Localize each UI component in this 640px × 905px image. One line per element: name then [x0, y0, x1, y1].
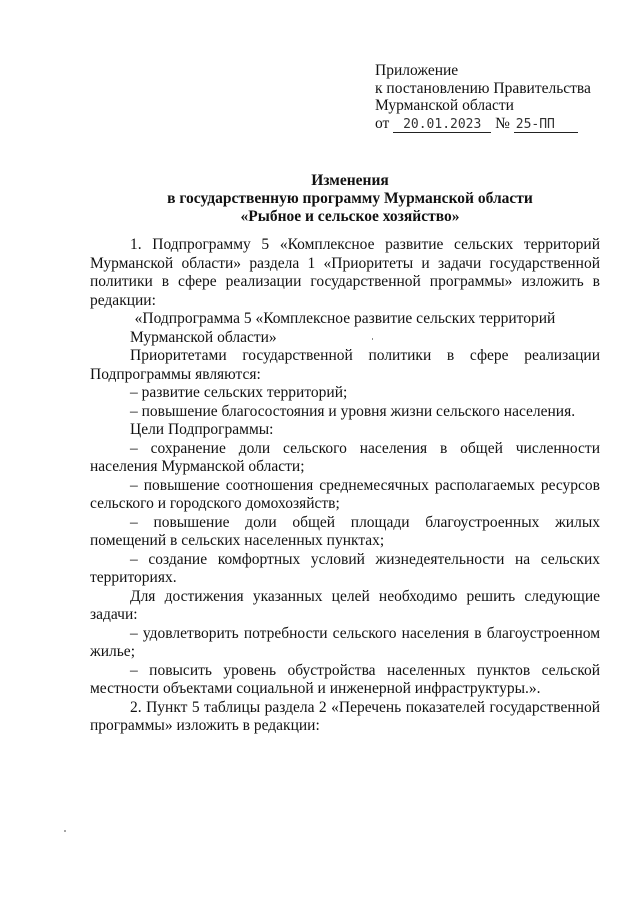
title-line-1: Изменения	[311, 172, 389, 189]
scan-artifact	[372, 338, 373, 340]
paragraph-1: 1. Подпрограмму 5 «Комплексное развитие сельских территорий Мурманской области» раздела 1 «Приоритеты и задачи государственной политики в сфере реализации государственной программы» изложить в редакции:	[90, 236, 600, 309]
appendix-line-3: Мурманской области	[375, 97, 514, 114]
date-value: 20.01.2023	[393, 118, 491, 133]
number-prefix: №	[495, 114, 510, 132]
subprogram-heading: «Подпрограмма 5 «Комплексное развитие сельских территорий Мурманской области»	[130, 310, 556, 346]
date-prefix: от	[375, 114, 390, 132]
paragraph-priorities: Приоритетами государственной политики в сфере реализации Подпрограммы являются:	[90, 347, 600, 383]
paragraph-tasks: Для достижения указанных целей необходимо решить следующие задачи:	[90, 587, 600, 623]
number-value: 25-ПП	[514, 118, 578, 133]
list-item-6: – создание комфортных условий жизнедеятельности на сельских территориях.	[90, 550, 600, 586]
appendix-date-line	[375, 115, 591, 133]
list-item-8: – повысить уровень обустройства населенных пунктов сельской местности объектами социальной и инженерной инфраструктуры.».	[90, 661, 600, 697]
scan-artifact	[64, 830, 66, 832]
title-line-3: «Рыбное и сельское хозяйство»	[240, 208, 460, 225]
list-item-3: – сохранение доли сельского населения в общей численности населения Мурманской области;	[90, 439, 600, 475]
list-item-1: – развитие сельских территорий;	[130, 384, 348, 401]
document-title	[100, 172, 600, 226]
appendix-line-1: Приложение	[375, 62, 459, 79]
appendix-line-2: к постановлению Правительства	[375, 79, 591, 97]
paragraph-goals: Цели Подпрограммы:	[130, 421, 274, 438]
document-body	[90, 236, 600, 736]
list-item-7: – удовлетворить потребности сельского населения в благоустроенном жилье;	[90, 624, 600, 660]
list-item-5: – повышение доли общей площади благоустроенных жилых помещений в сельских населенных пунктах;	[90, 513, 600, 549]
title-line-2: в государственную программу Мурманской области	[167, 190, 533, 207]
list-item-2: – повышение благосостояния и уровня жизни сельского населения.	[130, 402, 576, 420]
paragraph-2: 2. Пункт 5 таблицы раздела 2 «Перечень показателей государственной программы» изложить в редакции:	[90, 698, 600, 734]
list-item-4: – повышение соотношения среднемесячных располагаемых ресурсов сельского и городского домохозяйств;	[90, 476, 600, 512]
appendix-header	[375, 62, 591, 133]
